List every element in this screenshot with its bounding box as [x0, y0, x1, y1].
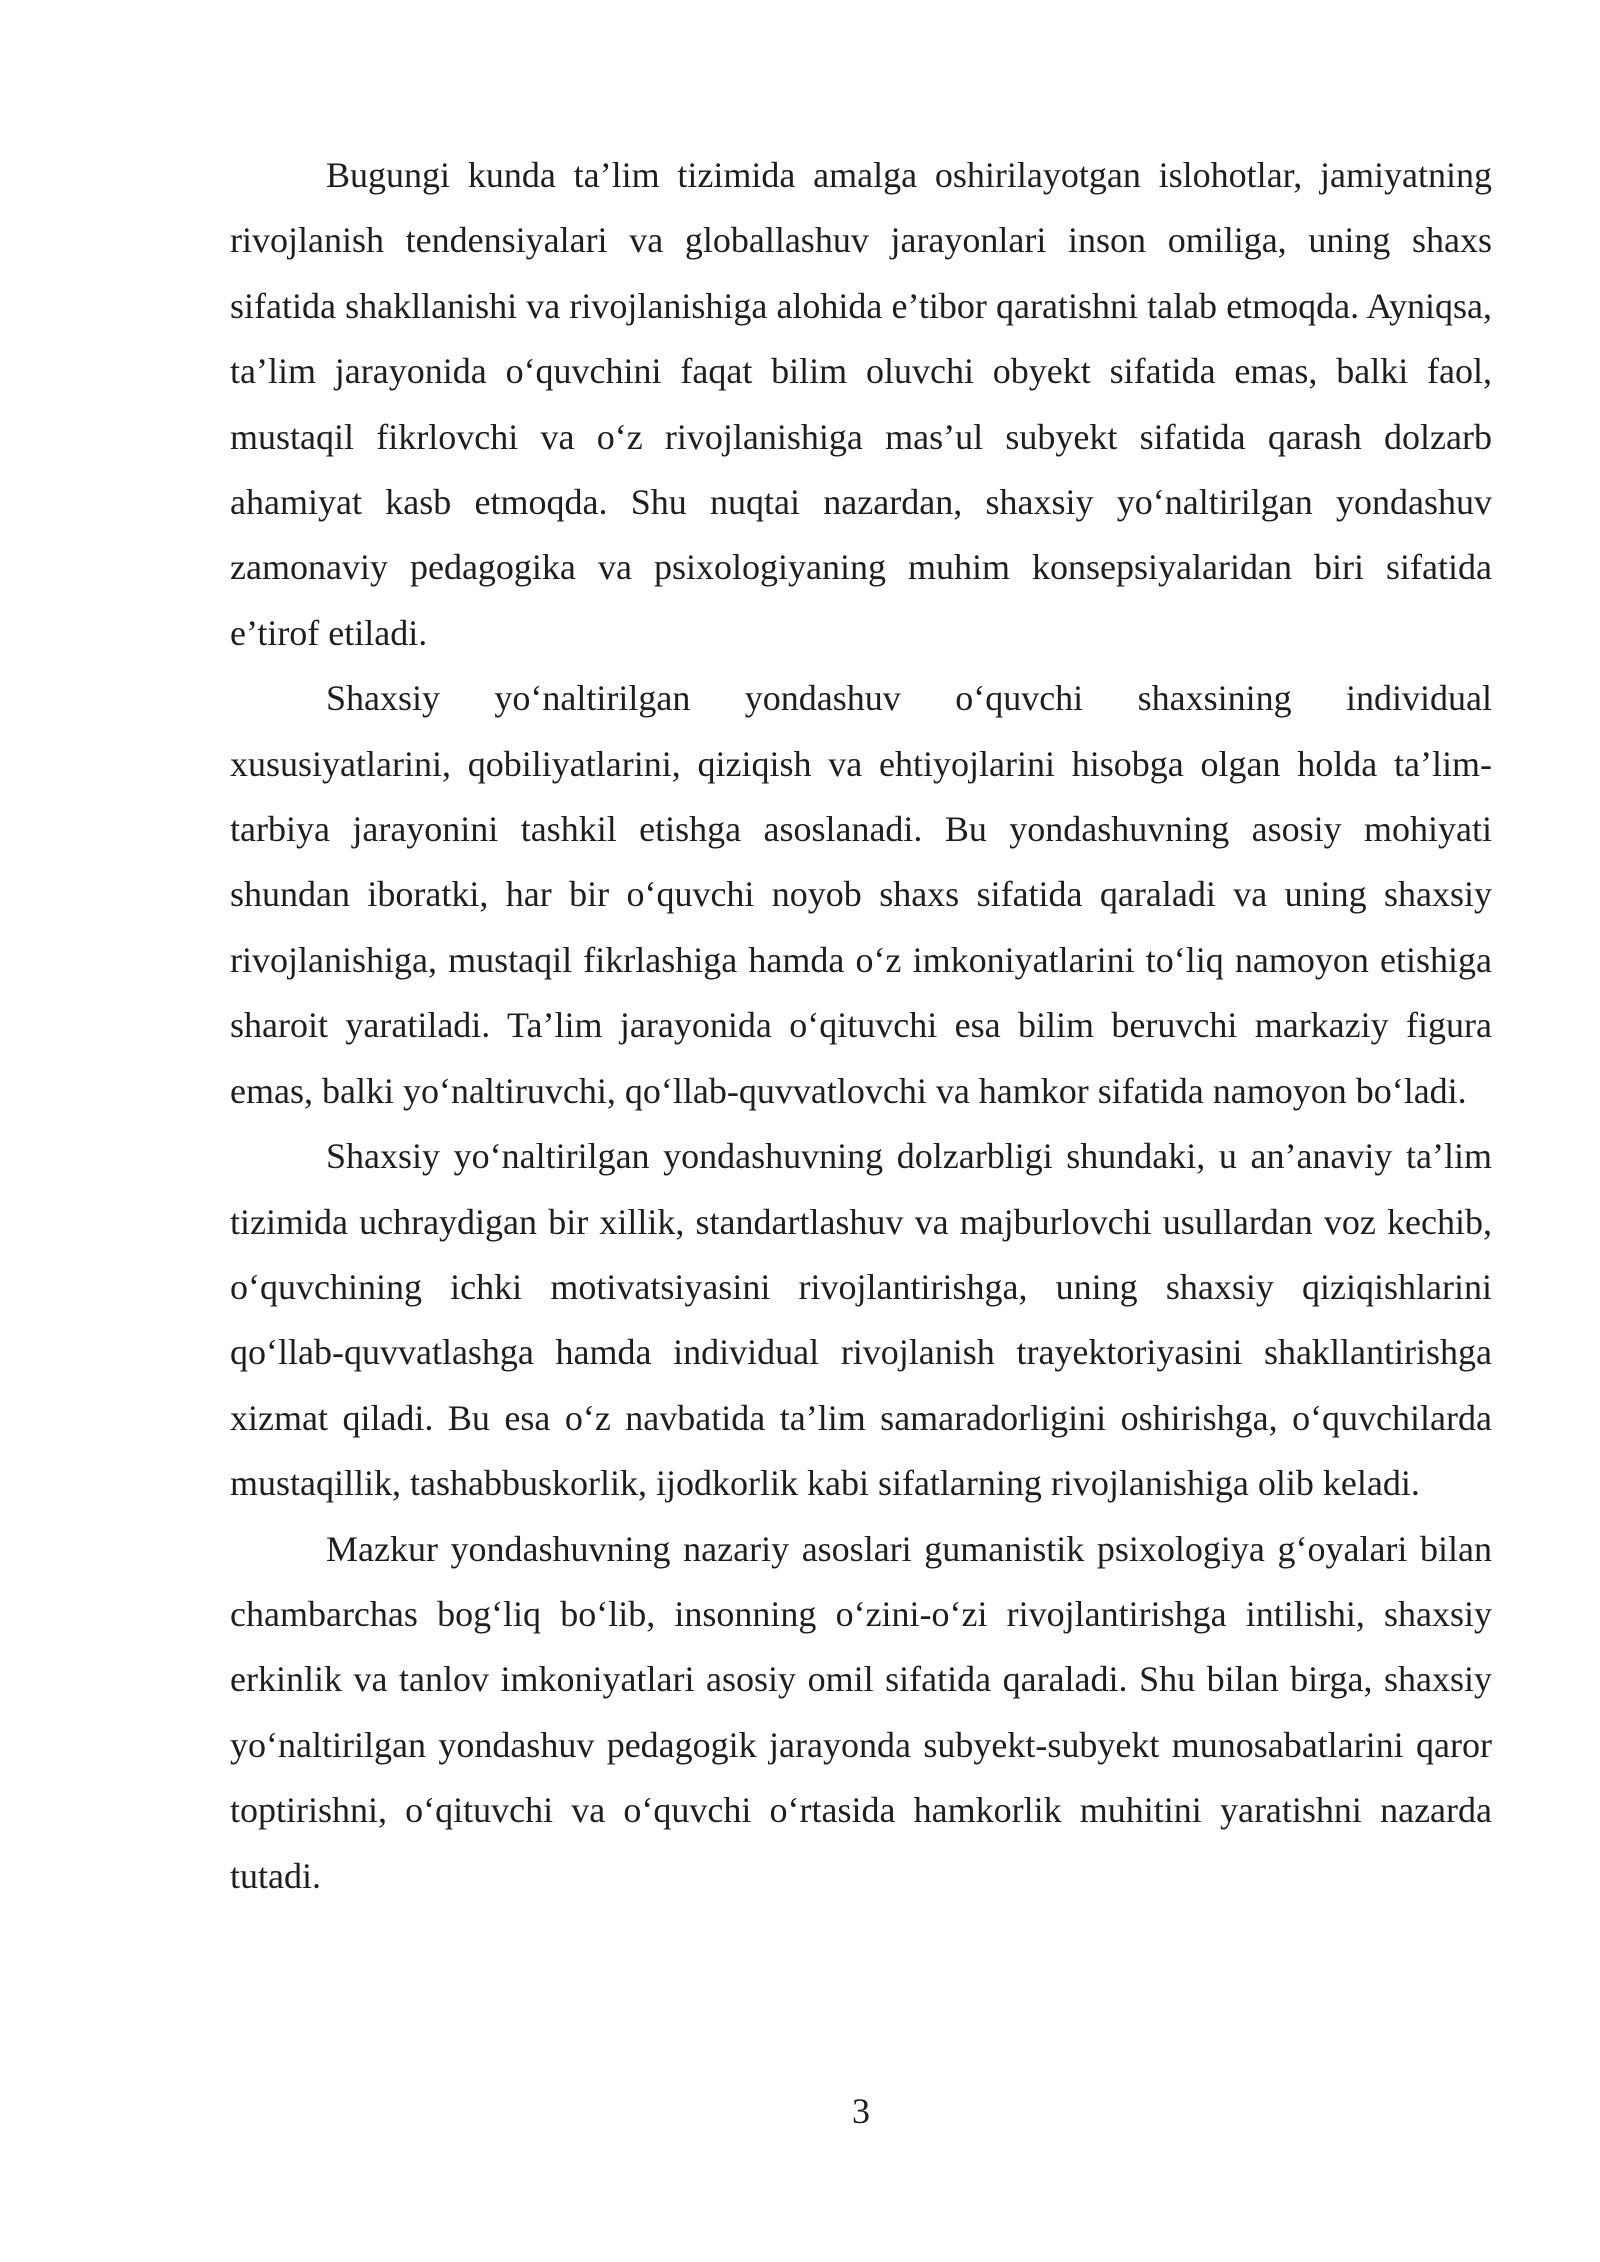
paragraph-4: Mazkur yondashuvning nazariy asoslari gumanistik psixologiya g‘oyalari bilan chambarchas bog‘liq bo‘lib, insonning o‘zini-o‘zi rivojlantirishga intilishi, shaxsiy erkinlik va tanlov imkoniyatlari asosiy omil sifatida qaraladi. Shu bilan birga, shaxsiy yo‘naltirilgan yondashuv pedagogik jarayonda subyekt-subyekt munosabatlarini qaror toptirishni, o‘qituvchi va o‘quvchi o‘rtasida hamkorlik muhitini yaratishni nazarda tutadi.: [230, 1528, 1492, 1896]
page-number: 3: [852, 2091, 870, 2131]
body-text: [230, 143, 1492, 1909]
paragraph-1: Bugungi kunda ta’lim tizimida amalga oshirilayotgan islohotlar, jamiyatning rivojlanish tendensiyalari va globallashuv jarayonlari inson omiliga, uning shaxs sifatida shakllanishi va rivojlanishiga alohida e’tibor qaratishni talab etmoqda. Ayniqsa, ta’lim jarayonida o‘quvchini faqat bilim oluvchi obyekt sifatida emas, balki faol, mustaqil fikrlovchi va o‘z rivojlanishiga mas’ul subyekt sifatida qarash dolzarb ahamiyat kasb etmoqda. Shu nuqtai nazardan, shaxsiy yo‘naltirilgan yondashuv zamonaviy pedagogika va psixologiyaning muhim konsepsiyalaridan biri sifatida e’tirof etiladi.: [230, 155, 1492, 653]
paragraph-2: Shaxsiy yo‘naltirilgan yondashuv o‘quvchi shaxsining individual xususiyatlarini, qobiliyatlarini, qiziqish va ehtiyojlarini hisobga olgan holda ta’lim-tarbiya jarayonini tashkil etishga asoslanadi. Bu yondashuvning asosiy mohiyati shundan iboratki, har bir o‘quvchi noyob shaxs sifatida qaraladi va uning shaxsiy rivojlanishiga, mustaqil fikrlashiga hamda o‘z imkoniyatlarini to‘liq namoyon etishiga sharoit yaratiladi. Ta’lim jarayonida o‘qituvchi esa bilim beruvchi markaziy figura emas, balki yo‘naltiruvchi, qo‘llab-quvvatlovchi va hamkor sifatida namoyon bo‘ladi.: [230, 678, 1492, 1111]
paragraph-3: Shaxsiy yo‘naltirilgan yondashuvning dolzarbligi shundaki, u an’anaviy ta’lim tizimida uchraydigan bir xillik, standartlashuv va majburlovchi usullardan voz kechib, o‘quvchining ichki motivatsiyasini rivojlantirishga, uning shaxsiy qiziqishlarini qo‘llab-quvvatlashga hamda individual rivojlanish trayektoriyasini shakllantirishga xizmat qiladi. Bu esa o‘z navbatida ta’lim samaradorligini oshirishga, o‘quvchilarda mustaqillik, tashabbuskorlik, ijodkorlik kabi sifatlarning rivojlanishiga olib keladi.: [230, 1136, 1492, 1504]
